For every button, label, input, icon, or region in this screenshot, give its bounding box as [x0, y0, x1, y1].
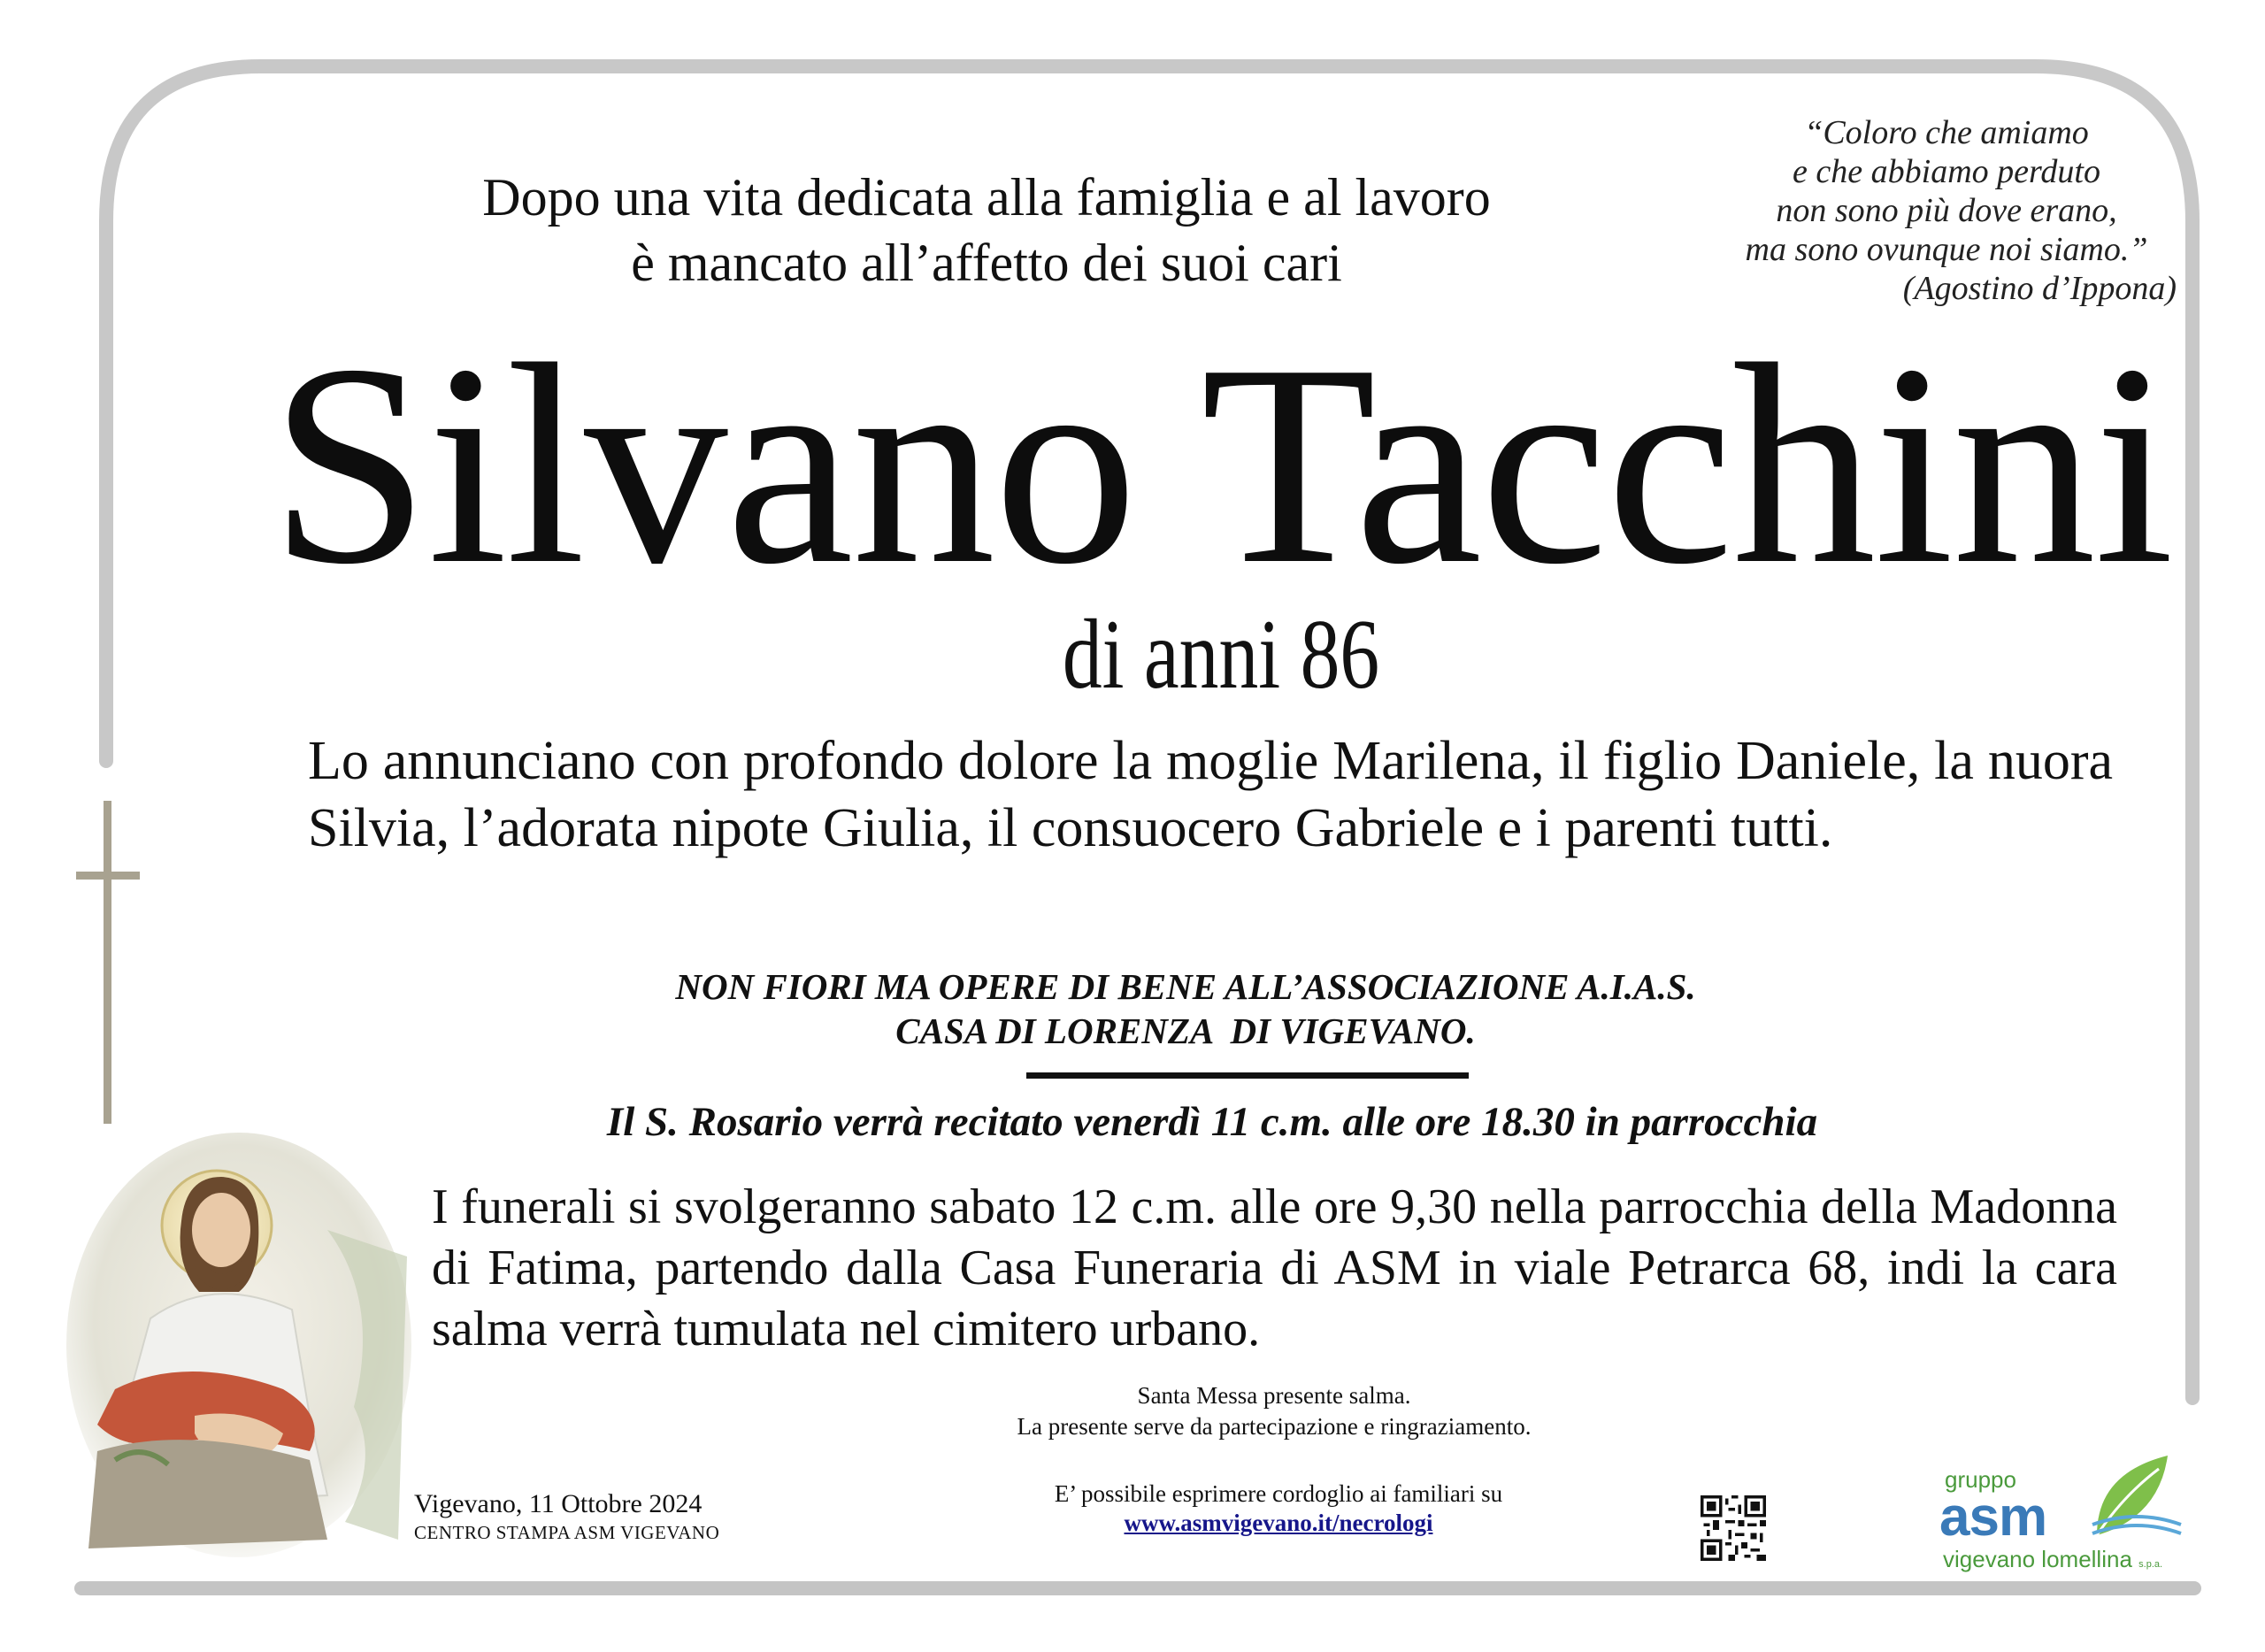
quote-line-4: ma sono ovunque noi siamo.” [1745, 231, 2148, 268]
qr-code-icon[interactable] [1701, 1495, 1766, 1561]
footer-notes [920, 1380, 1628, 1442]
rosary-notice: Il S. Rosario verrà recitato venerdì 11 c.m. alle ore 18.30 in parrocchia [606, 1099, 1818, 1145]
donation-note [495, 964, 1876, 1053]
mass-note: Santa Messa presente salma. [1137, 1382, 1411, 1409]
logo-lomellina [1943, 1546, 2162, 1573]
dateline: Vigevano, 11 Ottobre 2024 [414, 1489, 703, 1518]
announcement-text: Lo annunciano con profondo dolore la moglie Marilena, il figlio Daniele, la nuora Silvia, l’adorata nipote Giulia, il consuocero Gabriele e i parenti tutti. [308, 731, 2113, 858]
quote-line-3: non sono più dove erano, [1776, 192, 2117, 229]
cross-icon [71, 801, 150, 1128]
intro-line-2: è mancato all’affetto dei suoi cari [631, 234, 1342, 292]
quote-line-2: e che abbiamo perduto [1793, 153, 2100, 190]
leaf-icon [2088, 1447, 2185, 1544]
intro-text [442, 165, 1531, 296]
quote-author: (Agostino d’Ippona) [1902, 270, 2177, 307]
intro-line-1: Dopo una vita dedicata alla famiglia e al lavoro [482, 168, 1491, 227]
asm-logo [1938, 1447, 2194, 1579]
condolence-text: E’ possibile esprimere cordoglio ai familiari su [1054, 1480, 1503, 1507]
logo-gruppo: gruppo [1945, 1466, 2016, 1493]
funeral-details: I funerali si svolgeranno sabato 12 c.m. alle ore 9,30 nella parrocchia della Madonna di Fatima, partendo dalla Casa Funeraria di ASM in viale Petrarca 68, indi la cara salma verrà tumulata nel cimitero urbano. [432, 1179, 2117, 1356]
donation-line-2: CASA DI LORENZA DI VIGEVANO. [895, 1010, 1476, 1051]
donation-line-1: NON FIORI MA OPERE DI BENE ALL’ASSOCIAZIONE A.I.A.S. [675, 966, 1696, 1007]
logo-spa: s.p.a. [2138, 1559, 2163, 1570]
quote-line-1: “Coloro che amiamo [1804, 114, 2089, 151]
deceased-age: di anni 86 [1062, 600, 1380, 710]
printer-credit: CENTRO STAMPA ASM VIGEVANO [414, 1522, 720, 1543]
condolence-link[interactable]: www.asmvigevano.it/necrologi [1124, 1510, 1433, 1536]
divider [1026, 1072, 1469, 1079]
logo-asm: asm [1939, 1487, 2047, 1548]
epitaph-quote [1681, 113, 2212, 308]
logo-lomellina-text: vigevano lomellina [1943, 1546, 2132, 1572]
jesus-praying-image [62, 1124, 416, 1557]
deceased-name: Silvano Tacchini [269, 305, 2173, 624]
condolence-block [956, 1479, 1601, 1538]
participation-note: La presente serve da partecipazione e ringraziamento. [1017, 1413, 1532, 1440]
